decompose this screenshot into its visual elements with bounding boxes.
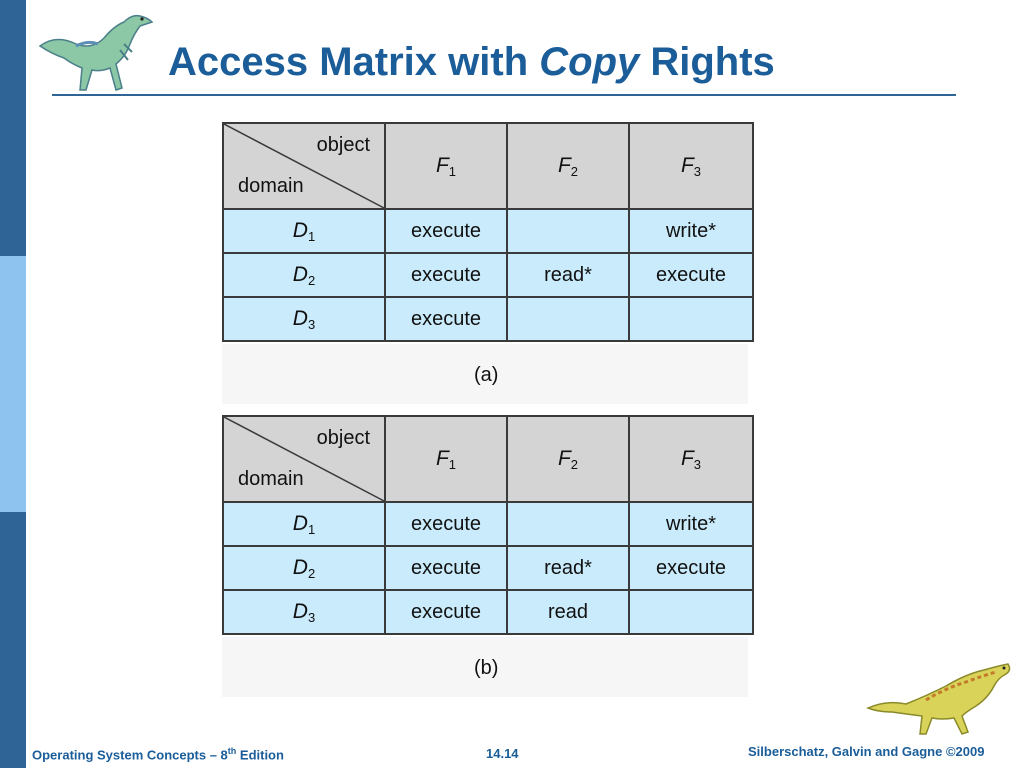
sidebar-stripe-light <box>0 256 26 512</box>
row-header: $D_2$ <box>223 546 385 590</box>
row-header: $D_3$ <box>223 297 385 341</box>
domain-label: domain <box>238 175 304 197</box>
title-divider <box>52 94 956 96</box>
row-header: $D_1$ <box>223 502 385 546</box>
footer-authors: Silberschatz, Galvin and Gagne ©2009 <box>748 744 985 759</box>
table-row <box>223 590 753 634</box>
caption-a: (a) <box>474 364 499 386</box>
table-row <box>223 253 753 297</box>
matrix-cell: read <box>507 590 629 634</box>
column-header: $F_1$ <box>385 416 507 502</box>
row-header: $D_1$ <box>223 209 385 253</box>
matrix-cell: read* <box>507 253 629 297</box>
access-matrix-a <box>222 122 754 342</box>
dinosaur-footer-icon <box>866 656 1016 736</box>
column-header: $F_2$ <box>507 416 629 502</box>
matrix-cell: execute <box>385 546 507 590</box>
title-text: Access Matrix with <box>168 40 540 84</box>
table-row <box>223 546 753 590</box>
table-row <box>223 502 753 546</box>
footer-book-title: Operating System Concepts – 8th Edition <box>32 746 284 763</box>
title-italic-word: Copy <box>539 40 640 84</box>
matrix-cell: execute <box>385 297 507 341</box>
footer-page-number: 14.14 <box>486 746 519 761</box>
row-header: $D_2$ <box>223 253 385 297</box>
matrix-cell: write* <box>629 502 753 546</box>
column-header: $F_2$ <box>507 123 629 209</box>
matrix-cell: execute <box>629 253 753 297</box>
matrix-cell: execute <box>385 253 507 297</box>
caption-b: (b) <box>474 657 499 679</box>
column-header: $F_1$ <box>385 123 507 209</box>
title-text-end: Rights <box>639 40 775 84</box>
corner-cell <box>223 416 385 502</box>
matrix-cell: execute <box>385 590 507 634</box>
column-header: $F_3$ <box>629 416 753 502</box>
matrix-cell: execute <box>629 546 753 590</box>
matrix-cell <box>629 590 753 634</box>
column-header: $F_3$ <box>629 123 753 209</box>
domain-label: domain <box>238 468 304 490</box>
row-header: $D_3$ <box>223 590 385 634</box>
table-row <box>223 297 753 341</box>
matrix-cell: write* <box>629 209 753 253</box>
matrix-cell <box>629 297 753 341</box>
object-label: object <box>316 427 370 449</box>
matrix-cell <box>507 502 629 546</box>
matrix-cell <box>507 209 629 253</box>
matrix-cell: read* <box>507 546 629 590</box>
matrix-cell: execute <box>385 209 507 253</box>
object-label: object <box>316 134 370 156</box>
matrix-cell <box>507 297 629 341</box>
page-title <box>168 40 775 85</box>
table-row <box>223 209 753 253</box>
corner-cell <box>223 123 385 209</box>
access-matrix-b <box>222 415 754 635</box>
matrix-cell: execute <box>385 502 507 546</box>
dinosaur-logo-icon <box>36 4 160 96</box>
